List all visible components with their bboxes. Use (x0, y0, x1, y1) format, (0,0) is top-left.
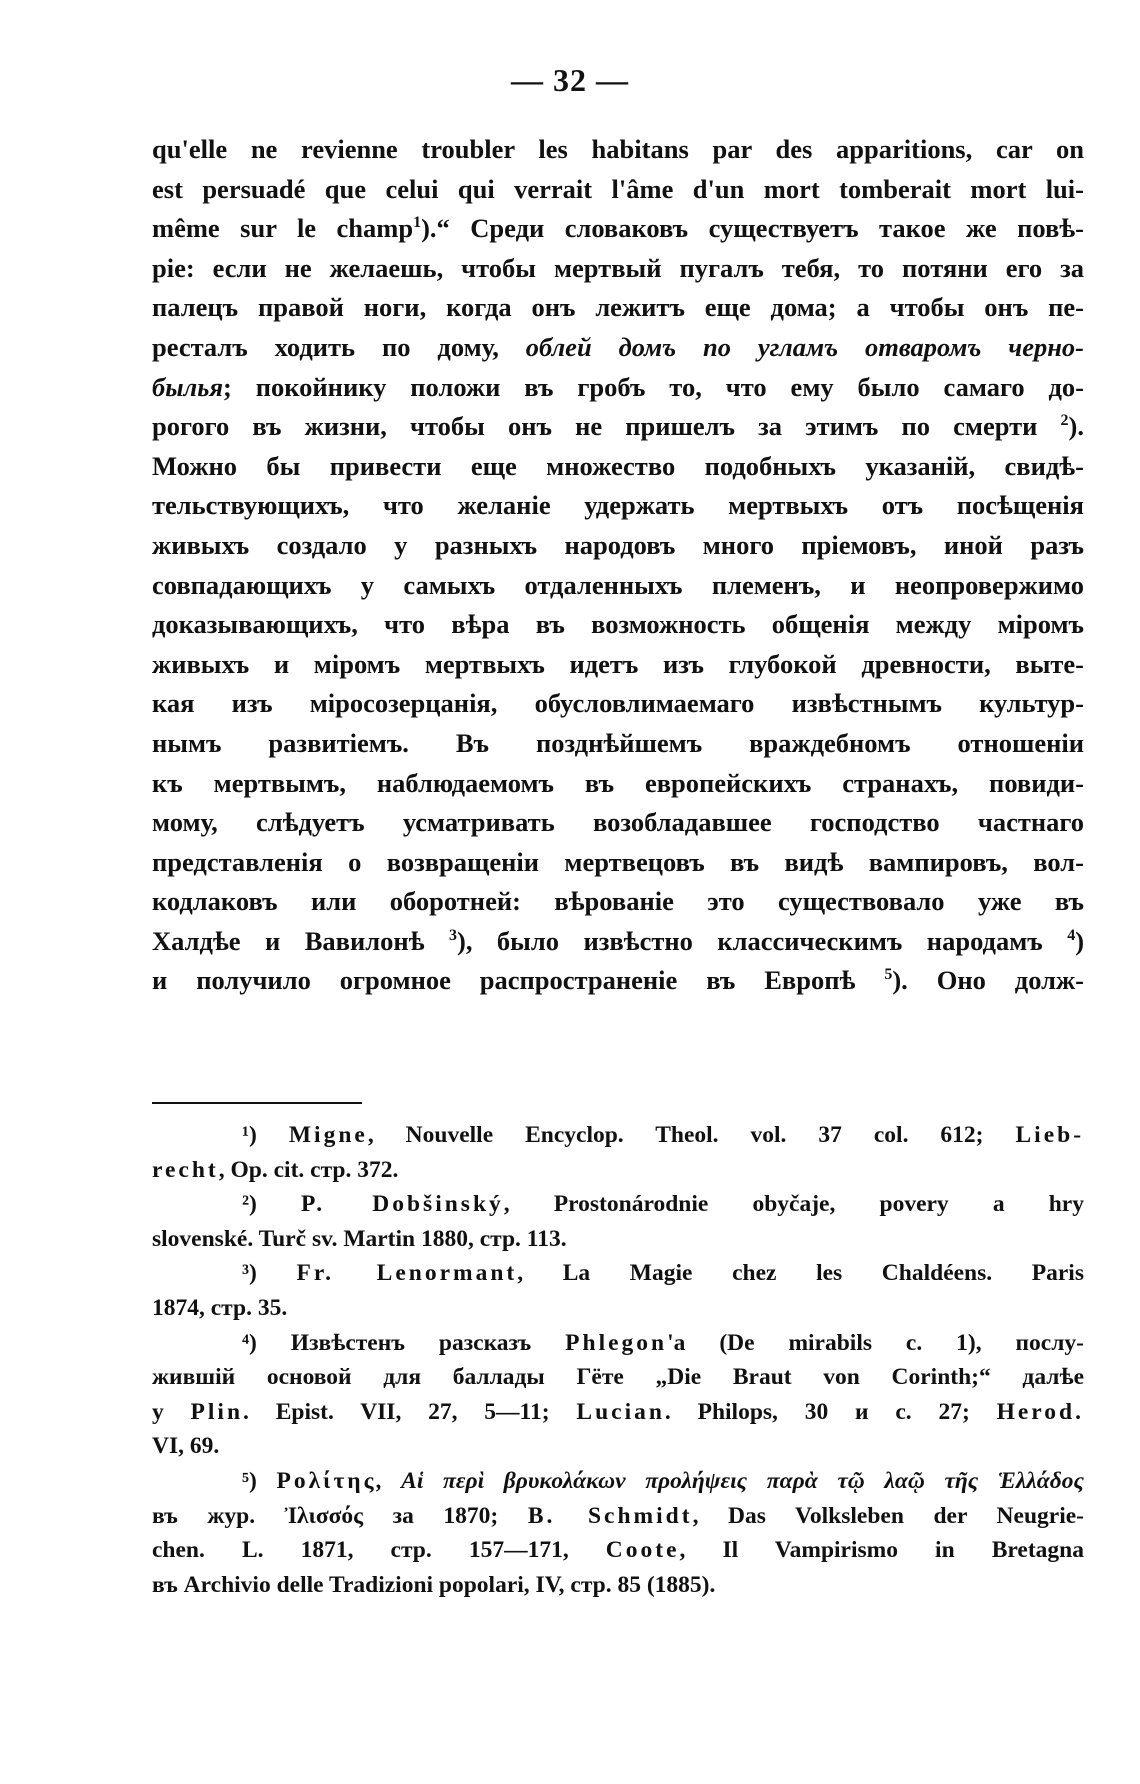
author-name: Migne (288, 1122, 368, 1148)
author-name: Coote (605, 1537, 680, 1564)
text-line: нымъ развитіемъ. Въ позднѣйшемъ враждебномъ отношеніи (152, 727, 1084, 758)
text-line: палецъ правой ноги, когда онъ лежитъ еще дома; а чтобы онъ пе- (152, 292, 1084, 323)
text-span: . Philops, 30 и с. 27; (664, 1398, 997, 1425)
text-line: кая изъ міросозерцанія, обусловлимаемаго извѣстнымъ культур- (152, 688, 1084, 719)
text-span: ) (1075, 925, 1085, 956)
text-span: . Epist. VII, 27, 5—11; (243, 1398, 577, 1425)
italic-text: облей домъ по угламъ отваромъ черно- (525, 331, 1084, 362)
author-name: recht (152, 1156, 219, 1183)
text-span: Халдѣе и Вавилонѣ (152, 925, 450, 956)
footnote-line (152, 1118, 1084, 1153)
footnote-line: въ Archivio delle Tradizioni popolari, IV, стр. 85 (1885). (152, 1571, 716, 1598)
author-name: Phlegon (565, 1329, 668, 1356)
text-line: Можно бы привести еще множество подобныхъ указаній, свидѣ- (152, 450, 1084, 481)
text-line: рie: если не желаешь, чтобы мертвый пугалъ тебя, то потяни его за (152, 252, 1084, 283)
main-text (152, 130, 1084, 1001)
footnote-mark: ¹) (242, 1122, 257, 1148)
text-span: ). Оно долж- (892, 965, 1084, 996)
footnote-line (152, 1395, 1084, 1430)
text-line: къ мертвымъ, наблюдаемомъ въ европейскихъ странахъ, повиди- (152, 767, 1084, 798)
text-span: même sur le champ (152, 213, 414, 244)
text-line (152, 961, 1084, 1001)
text-span: и получило огромное распространеніе въ Европѣ (152, 965, 885, 996)
author-name: Fr. Lenormant (296, 1260, 518, 1287)
text-span: , Prostonárodnie obyčaje, povery a hry (503, 1191, 1084, 1218)
footnote-mark: ⁴) (242, 1329, 257, 1356)
author-name: Plin (190, 1398, 244, 1425)
text-span: Извѣстенъ разсказъ (290, 1329, 566, 1356)
footnote-line (152, 1326, 1084, 1361)
page-number: — 32 — (511, 62, 629, 98)
author-name: Lucian (576, 1398, 665, 1425)
footnote-line (152, 1533, 1084, 1568)
footnote-ref: 3 (449, 927, 458, 945)
footnote-line (152, 1256, 1084, 1291)
footnote-ref: 4 (1067, 927, 1076, 945)
footnote-line: slovenské. Turč sv. Martin 1880, стр. 113. (152, 1225, 567, 1252)
text-line (152, 209, 1084, 249)
text-line: совпадающихъ у самыхъ отдаленныхъ племенъ, и неопровержимо (152, 569, 1084, 600)
footnote-mark: ⁵) (242, 1467, 257, 1494)
text-span: ). (1068, 411, 1084, 442)
author-name: B. Schmidt (527, 1502, 693, 1529)
text-span: рогого въ жизни, чтобы онъ не пришелъ за этимъ по смерти (152, 411, 1061, 442)
text-span: 'а (De mirabils c. 1), послу- (667, 1329, 1084, 1356)
footnote-mark: ²) (242, 1191, 257, 1218)
text-span: ресталъ ходить по дому, (152, 331, 526, 362)
text-line (152, 922, 1084, 962)
text-line (152, 407, 1084, 447)
author-name: P. Dobšinský (301, 1191, 504, 1218)
author-name: Lieb- (1015, 1122, 1085, 1148)
footnote-ref: 1 (413, 214, 422, 232)
text-span: ; покойнику положи въ гробъ то, что ему было самаго до- (222, 371, 1084, 402)
text-line (152, 368, 1084, 408)
greek-title: , Αἱ περὶ βρυκολάκων προλήψεις παρὰ τῷ λαῷ τῆς Ἑλλάδος (376, 1467, 1085, 1494)
text-span: , Il Vampirismo in Bretagna (679, 1537, 1084, 1564)
text-span: у (152, 1398, 191, 1425)
text-span: , Nouvelle Encyclop. Theol. vol. 37 col. 612; (367, 1122, 1016, 1148)
text-span: ).“ Среди словаковъ существуетъ такое же повѣ- (421, 213, 1084, 244)
text-span: , La Magie chez les Chaldéens. Paris (517, 1260, 1084, 1287)
italic-text: былья (152, 371, 223, 402)
text-line: qu'elle ne revienne troubler les habitans par des apparitions, car on (152, 134, 1084, 164)
footnote-line (152, 1187, 1084, 1222)
footnote-line (152, 1499, 1084, 1534)
text-span: въ жур. Ἰλισσός за 1870; (152, 1502, 528, 1529)
text-span: , Op. cit. стр. 372. (218, 1156, 399, 1183)
footnote-line: жившій основой для баллады Гёте „Die Braut von Corinth;“ далѣе (152, 1364, 1084, 1391)
text-line: представленія о возвращеніи мертвецовъ въ видѣ вампировъ, вол- (152, 846, 1084, 877)
footnote-ref: 2 (1060, 412, 1069, 430)
text-line: доказывающихъ, что вѣра въ возможность общенія между міромъ (152, 609, 1084, 640)
text-line (152, 328, 1084, 368)
text-span: chen. L. 1871, стр. 157—171, (152, 1537, 606, 1564)
text-line: кодлаковъ или оборотней: вѣрованіе это существовало уже въ (152, 886, 1084, 917)
footnote-mark: ³) (242, 1260, 257, 1287)
author-name: Ρολίτης (276, 1467, 377, 1494)
footnote-ref: 5 (884, 966, 893, 984)
footnote-line (152, 1464, 1084, 1499)
author-name: Herod. (996, 1398, 1084, 1425)
footnotes (152, 1118, 1084, 1602)
text-span: , Das Volksleben der Neugrie- (692, 1502, 1084, 1529)
text-line: мому, слѣдуетъ усматривать возобладавшее господство частнаго (152, 807, 1084, 838)
text-line: тельствующихъ, что желаніе удержать мертвыхъ отъ посѣщенія (152, 490, 1084, 521)
text-span: ), было извѣстно классическимъ народамъ (457, 925, 1068, 956)
text-line: живыхъ и міромъ мертвыхъ идетъ изъ глубокой древности, выте- (152, 648, 1084, 679)
text-line: живыхъ создало у разныхъ народовъ много пріемовъ, иной разъ (152, 529, 1084, 560)
footnote-line: 1874, стр. 35. (152, 1294, 288, 1321)
footnote-line (152, 1153, 1084, 1188)
footnote-divider (152, 1102, 362, 1104)
text-line: est persuadé que celui qui verrait l'âme d'un mort tomberait mort lui- (152, 173, 1084, 204)
footnote-line: VI, 69. (152, 1433, 220, 1460)
